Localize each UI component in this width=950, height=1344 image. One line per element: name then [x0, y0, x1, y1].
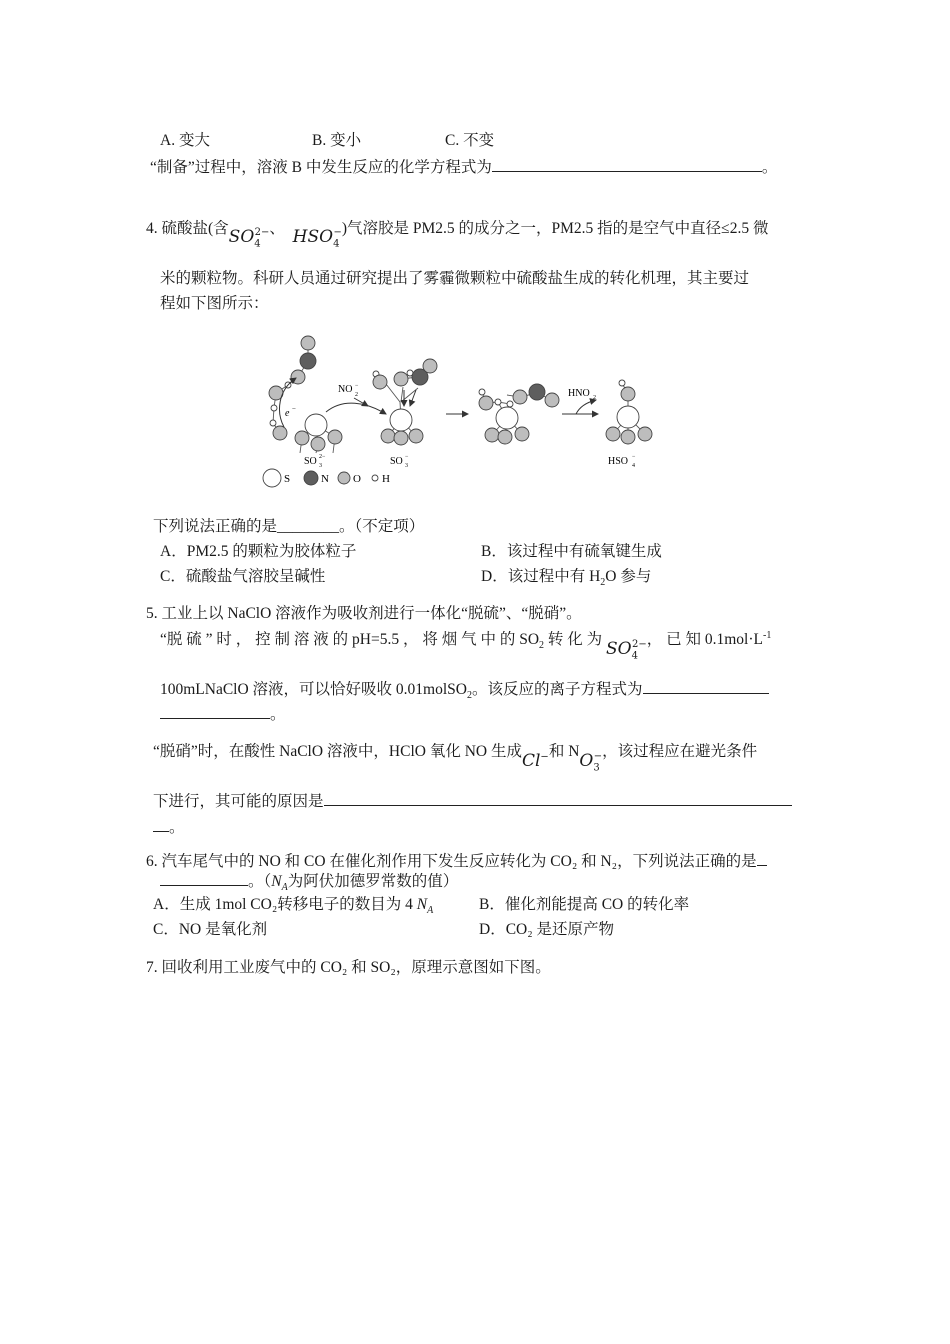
svg-text:2: 2	[593, 395, 596, 401]
answer-blank	[153, 830, 169, 832]
q3-option-b: B. 变小	[312, 132, 362, 149]
q3-option-a: A. 变大	[160, 132, 210, 149]
svg-text:O: O	[353, 473, 361, 485]
q4-line1: 4. 硫酸盐(含$SO_4^{2-}$、 $HSO_4^-$)气溶胶是 PM2.5 的成分之一，PM2.5 指的是空气中直径≤2.5 微	[146, 220, 769, 250]
q3-prep-line: “制备”过程中，溶液 B 中发生反应的化学方程式为 。	[150, 159, 778, 176]
chloride-ion-formula: Cl−	[521, 751, 549, 771]
svg-text:SO: SO	[390, 456, 403, 467]
answer-blank	[324, 804, 792, 806]
q7-line1: 7. 回收利用工业废气中的 CO₂ 和 SO₂，原理示意图如下图。	[146, 959, 551, 976]
svg-text:3: 3	[319, 463, 322, 469]
q4-option-a: A．PM2.5 的颗粒为胶体粒子	[160, 543, 357, 560]
q5-line6: 下进行，其可能的原因是	[153, 789, 792, 811]
svg-text:−: −	[292, 405, 296, 413]
q5-line3: 100mLNaClO 溶液，可以恰好吸收 0.01molSO$_2$。该反应的离子方程式为	[160, 677, 769, 699]
svg-text:3: 3	[405, 463, 408, 469]
sulfate-mechanism-diagram	[258, 330, 668, 495]
q4-option-c: C．硫酸盐气溶胶呈碱性	[160, 568, 326, 585]
q4-line2: 米的颗粒物。科研人员通过研究提出了雾霾微颗粒中硫酸盐生成的转化机理，其主要过	[160, 270, 750, 287]
svg-text:e: e	[285, 408, 290, 419]
q5-line4: 。	[160, 702, 286, 724]
svg-text:HNO: HNO	[568, 388, 590, 399]
answer-blank	[160, 884, 248, 886]
q5-line1: 5. 工业上以 NaClO 溶液作为吸收剂进行一体化“脱硫”、“脱硝”。	[146, 605, 582, 622]
q6-option-a: A．生成 1mol CO₂转移电子的数目为 4 $N_A$	[153, 896, 434, 917]
svg-text:N: N	[321, 473, 329, 485]
answer-blank	[643, 692, 769, 694]
svg-text:S: S	[284, 473, 291, 485]
svg-text:−: −	[355, 383, 359, 389]
svg-text:2: 2	[355, 392, 358, 398]
bisulfate-ion-formula: $HSO_4^-$	[292, 227, 342, 250]
sulfate-ion-formula: $SO_4^{2-}$	[606, 639, 647, 662]
q4-line3: 程如下图所示：	[160, 295, 269, 312]
q5-line7: 。	[153, 815, 185, 837]
svg-text:SO: SO	[304, 456, 317, 467]
q6-option-d: D．CO₂ 是还原产物	[479, 921, 615, 938]
q4-option-b: B．该过程中有硫氧键生成	[481, 543, 662, 560]
svg-text:2−: 2−	[319, 454, 326, 460]
q5-line2: “脱 硫 ” 时 ， 控 制 溶 液 的 pH=5.5 ， 将 烟 气 中 的 $SO_2$ 转 化 为 $SO_4^{2-}$， 已 知 $0.1mol\cdot L^{-1}$	[160, 629, 772, 662]
q6-option-c: C．NO 是氧化剂	[153, 921, 268, 938]
q6-line2: 。（$N_A$为阿伏加德罗常数的值）	[160, 869, 458, 891]
svg-text:NO: NO	[338, 384, 353, 395]
nitrate-ion-formula: $O_3^-$	[579, 751, 603, 774]
svg-text:HSO: HSO	[608, 456, 629, 467]
q4-question: 下列说法正确的是________。（不定项）	[153, 518, 425, 535]
svg-text:H: H	[382, 473, 390, 485]
answer-blank	[757, 864, 767, 866]
q6-line1: 6. 汽车尾气中的 NO 和 CO 在催化剂作用下发生反应转化为 CO₂ 和 N₂，下列说法正确的是	[146, 849, 767, 871]
q4-option-d: D．该过程中有 $H_2O$ 参与	[481, 568, 652, 589]
svg-text:4: 4	[632, 463, 635, 469]
q3-option-c: C. 不变	[445, 132, 495, 149]
q6-option-b: B．催化剂能提高 CO 的转化率	[479, 896, 690, 913]
svg-text:−: −	[405, 454, 409, 460]
sulfate-ion-formula: $SO_4^{2-}$	[228, 227, 270, 250]
answer-blank	[492, 170, 762, 172]
answer-blank	[160, 717, 270, 719]
q5-line5: “脱硝”时，在酸性 NaClO 溶液中，HClO 氧化 NO 生成Cl−和 $NO_3^-$，该过程应在避光条件	[153, 743, 758, 774]
svg-text:−: −	[632, 454, 636, 460]
